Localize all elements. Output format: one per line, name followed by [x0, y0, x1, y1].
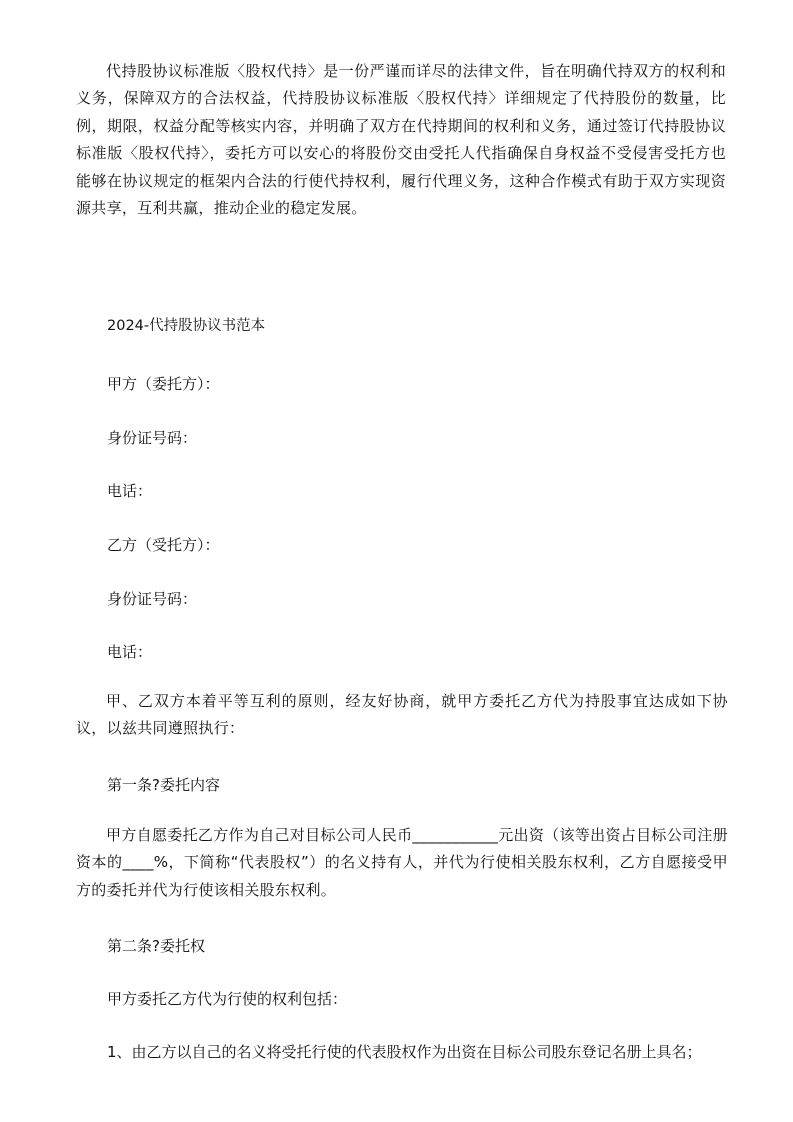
party-b-id-label: 身份证号码： — [107, 590, 198, 608]
intro-paragraph: 代持股协议标准版〈股权代持〉是一份严谨而详尽的法律文件，旨在明确代持双方的权利和义务，保障双方的合法权益，代持股协议标准版〈股权代持〉详细规定了代持股份的数量，比例，期限，权益分配等核实内容，并明确了双方在代持期间的权利和义务，通过签订代持股协议标准版〈股权代持〉，委托方可以安心的将股份交由受托人代指确保自身权益不受侵害受托方也能够在协议规定的框架内合法的行使代持权利，履行代理义务，这种合作模式有助于双方实现资源共享，互利共赢，推动企业的稳定发展。 — [76, 62, 726, 218]
party-a-id-label: 身份证号码： — [107, 429, 198, 447]
article-2-item-1: 1、由乙方以自己的名义将受托行使的代表股权作为出资在目标公司股东登记名册上具名； — [107, 1043, 702, 1061]
preamble-paragraph: 甲、乙双方本着平等互利的原则，经友好协商，就甲方委托乙方代为持股事宜达成如下协议，以兹共同遵照执行： — [76, 692, 728, 738]
article-1-heading: 第一条?委托内容 — [107, 776, 220, 794]
article-2-heading: 第二条?委托权 — [107, 937, 205, 955]
party-a-phone-label: 电话： — [107, 482, 153, 500]
article-2-intro: 甲方委托乙方代为行使的权利包括： — [107, 990, 348, 1008]
party-b-phone-label: 电话： — [107, 643, 153, 661]
document-title: 2024-代持股协议书范本 — [107, 318, 266, 334]
article-1-body: 甲方自愿委托乙方作为自己对目标公司人民币___________元出资（该等出资占目标公司注册资本的____%，下简称“代表股权”）的名义持有人，并代为行使相关股东权利，乙方自愿接受甲方的委托并代为行使该相关股东权利。 — [76, 826, 728, 899]
party-a-label: 甲方（委托方）： — [107, 375, 220, 393]
party-b-label: 乙方（受托方）： — [107, 536, 220, 554]
